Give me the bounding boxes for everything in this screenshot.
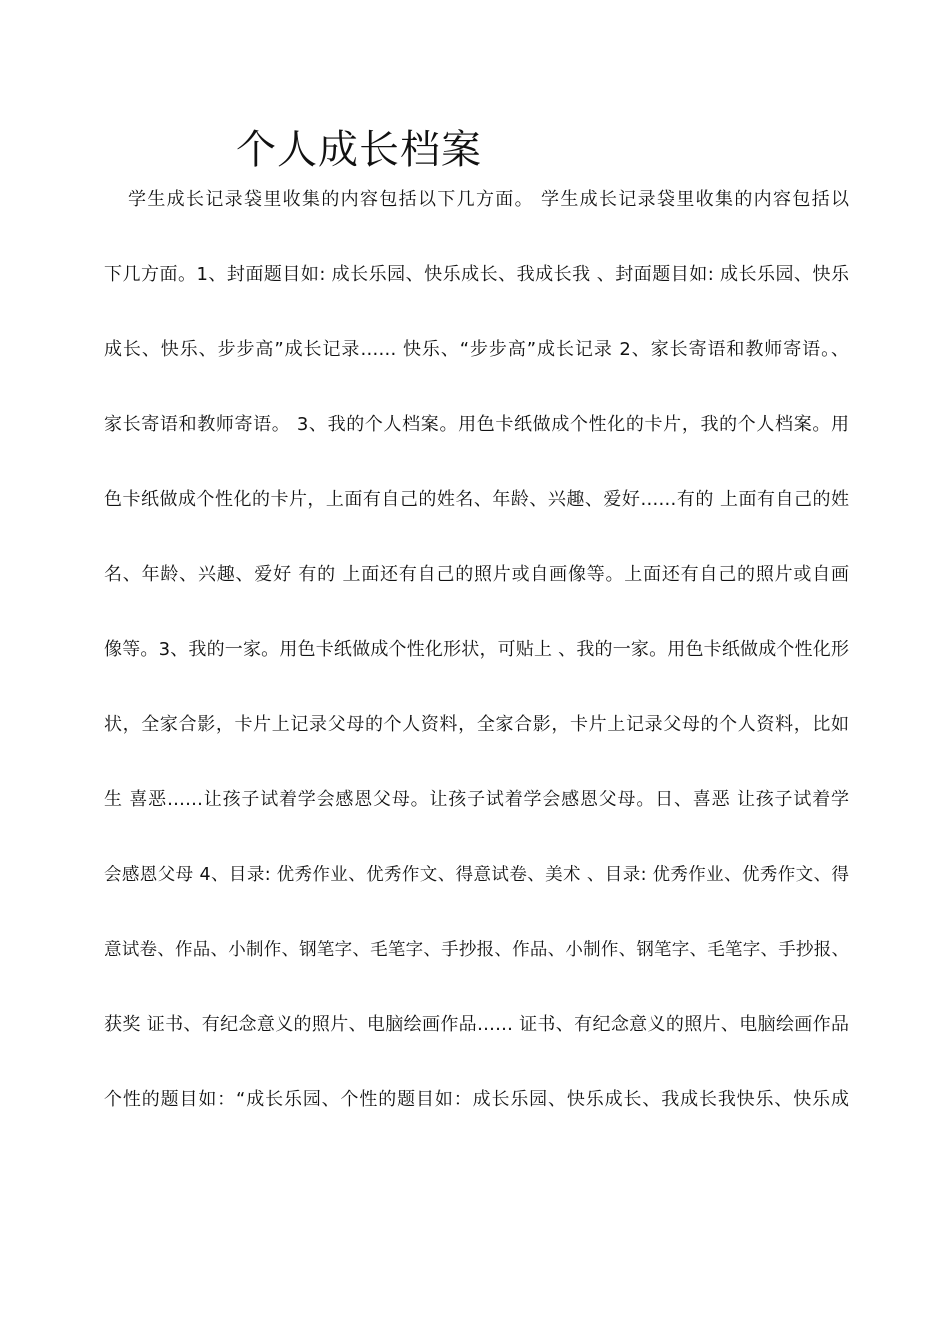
body-line-3: 成长、快乐、步步高”成长记录…… 快乐、“步步高”成长记录 2、家长寄语和教师寄语。、	[104, 339, 849, 360]
document-title: 个人成长档案	[236, 127, 482, 173]
body-line-8: 状，全家合影，卡片上记录父母的个人资料，全家合影，卡片上记录父母的个人资料，比如	[104, 714, 849, 735]
body-line-5: 色卡纸做成个性化的卡片，上面有自己的姓名、年龄、兴趣、爱好……有的 上面有自己的姓	[104, 489, 849, 510]
body-line-13: 个性的题目如：“成长乐园、个性的题目如：成长乐园、快乐成长、我成长我快乐、快乐成	[104, 1089, 849, 1110]
body-line-9: 生 喜恶……让孩子试着学会感恩父母。让孩子试着学会感恩父母。日、喜恶 让孩子试着学	[104, 789, 849, 810]
body-line-6: 名、年龄、兴趣、爱好 有的 上面还有自己的照片或自画像等。上面还有自己的照片或自画	[104, 564, 849, 585]
body-line-4: 家长寄语和教师寄语。 3、我的个人档案。用色卡纸做成个性化的卡片，我的个人档案。用	[104, 414, 849, 435]
body-line-2: 下几方面。1、封面题目如: 成长乐园、快乐成长、我成长我 、封面题目如: 成长乐园、快乐	[104, 264, 849, 285]
body-line-1: 学生成长记录袋里收集的内容包括以下几方面。 学生成长记录袋里收集的内容包括以	[128, 189, 849, 210]
body-line-7: 像等。3、我的一家。用色卡纸做成个性化形状，可贴上 、我的一家。用色卡纸做成个性化形	[104, 639, 849, 660]
body-line-10: 会感恩父母 4、目录: 优秀作业、优秀作文、得意试卷、美术 、目录: 优秀作业、优秀作文、得	[104, 865, 849, 885]
body-line-12: 获奖 证书、有纪念意义的照片、电脑绘画作品…… 证书、有纪念意义的照片、电脑绘画作品	[104, 1014, 849, 1035]
body-line-11: 意试卷、作品、小制作、钢笔字、毛笔字、手抄报、作品、小制作、钢笔字、毛笔字、手抄报、	[104, 940, 849, 960]
